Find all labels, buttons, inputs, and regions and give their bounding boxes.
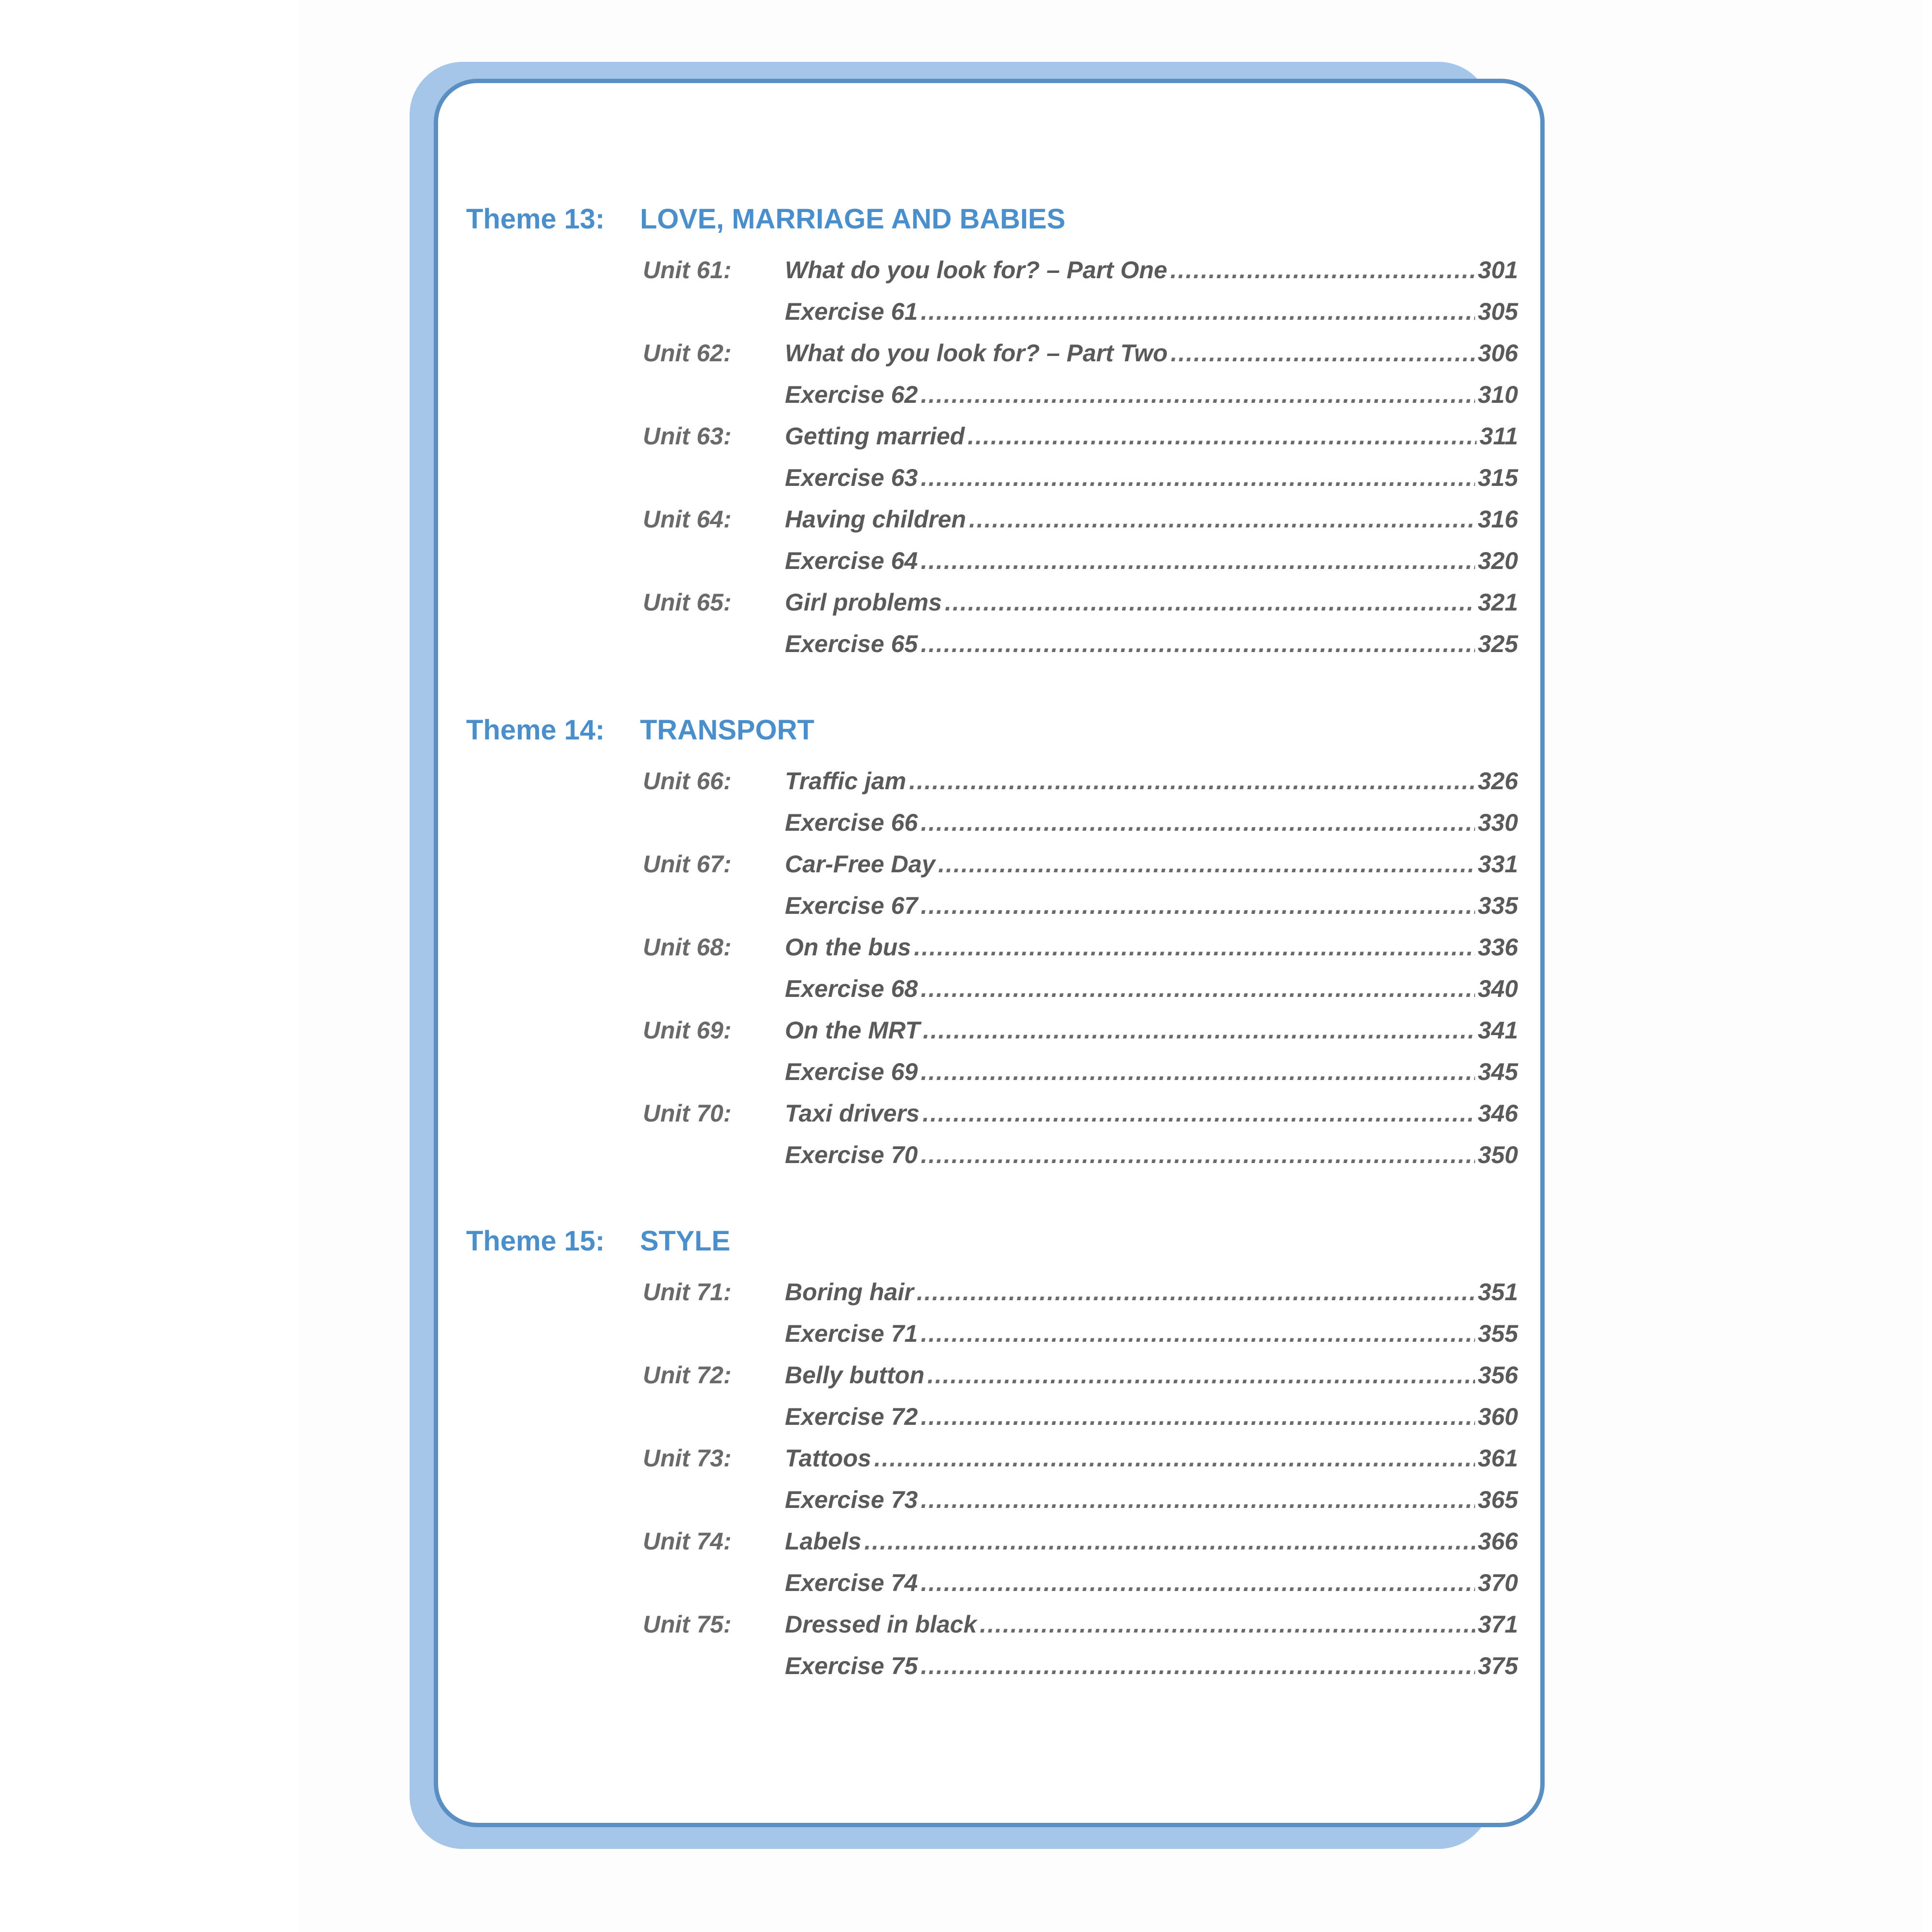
entry-title: Exercise 70: [785, 1141, 918, 1168]
unit-number: Unit 68:: [643, 934, 732, 961]
theme-label: Theme 13:: [466, 203, 605, 235]
dot-leader: [923, 1016, 1475, 1044]
entry-title: Exercise 62: [785, 381, 918, 408]
entry-title: Exercise 61: [785, 298, 918, 325]
entry-title: Exercise 68: [785, 975, 918, 1002]
dot-leader: [1170, 256, 1475, 284]
unit-list: [643, 1278, 1518, 1693]
dot-leader: [923, 1099, 1475, 1127]
page-number: 350: [1477, 1141, 1518, 1168]
page-number: 301: [1477, 256, 1518, 284]
entry-title: Having children: [785, 506, 966, 533]
toc-entry: [643, 505, 1518, 547]
page-number: 361: [1477, 1445, 1518, 1472]
toc-entry: [643, 339, 1518, 381]
toc-entry: [643, 588, 1518, 630]
page-number: 335: [1477, 892, 1518, 919]
entry-title: Dressed in black: [785, 1611, 977, 1638]
toc-entry: [643, 256, 1518, 298]
page-number: 371: [1477, 1611, 1518, 1638]
toc-entry: [643, 933, 1518, 975]
dot-leader: [874, 1444, 1475, 1472]
entry-title: Exercise 65: [785, 630, 918, 657]
toc-entry: [643, 298, 1518, 339]
dot-leader: [921, 1569, 1475, 1597]
entry-title: Exercise 69: [785, 1058, 918, 1085]
dot-leader: [980, 1610, 1475, 1638]
toc-entry: [643, 1444, 1518, 1486]
toc-entry: [643, 381, 1518, 422]
dot-leader: [921, 975, 1475, 1003]
page-number: 336: [1477, 934, 1518, 961]
toc-entry: [643, 1527, 1518, 1569]
toc-entry: [643, 975, 1518, 1016]
dot-leader: [1171, 339, 1475, 367]
theme-header: [466, 1225, 1519, 1278]
page-number: 346: [1477, 1100, 1518, 1127]
entry-title: Exercise 73: [785, 1486, 918, 1513]
unit-number: Unit 64:: [643, 506, 732, 533]
page-number: 315: [1477, 464, 1518, 491]
page-number: 340: [1477, 975, 1518, 1002]
unit-number: Unit 69:: [643, 1017, 732, 1044]
page-number: 305: [1477, 298, 1518, 325]
unit-number: Unit 63:: [643, 423, 732, 450]
dot-leader: [938, 850, 1475, 878]
toc-entry: [643, 422, 1518, 464]
entry-title: Exercise 71: [785, 1320, 918, 1347]
table-of-contents: [466, 203, 1519, 1693]
entry-title: Boring hair: [785, 1279, 914, 1306]
page-number: 345: [1477, 1058, 1518, 1085]
page-number: 366: [1477, 1528, 1518, 1555]
dot-leader: [921, 1141, 1475, 1169]
entry-title: What do you look for? – Part One: [785, 256, 1167, 284]
entry-title: Taxi drivers: [785, 1100, 920, 1127]
toc-entry: [643, 767, 1518, 809]
entry-title: What do you look for? – Part Two: [785, 340, 1168, 367]
toc-entry: [643, 1099, 1518, 1141]
toc-entry: [643, 1278, 1518, 1320]
dot-leader: [921, 547, 1475, 575]
toc-entry: [643, 630, 1518, 671]
unit-number: Unit 73:: [643, 1445, 732, 1472]
entry-title: Labels: [785, 1528, 862, 1555]
unit-number: Unit 70:: [643, 1100, 732, 1127]
entry-title: Tattoos: [785, 1445, 871, 1472]
theme-title: TRANSPORT: [640, 714, 814, 746]
theme-header: [466, 203, 1519, 256]
page-number: 320: [1477, 547, 1518, 574]
dot-leader: [945, 588, 1475, 616]
page-number: 311: [1479, 423, 1518, 450]
dot-leader: [921, 464, 1475, 492]
page-number: 360: [1477, 1403, 1518, 1430]
page-number: 365: [1477, 1486, 1518, 1513]
dot-leader: [921, 381, 1475, 409]
toc-entry: [643, 1569, 1518, 1610]
toc-entry: [643, 1403, 1518, 1444]
theme-label: Theme 14:: [466, 714, 605, 746]
entry-title: Exercise 75: [785, 1652, 918, 1679]
entry-title: Traffic jam: [785, 767, 907, 795]
dot-leader: [917, 1278, 1475, 1306]
dot-leader: [921, 892, 1475, 920]
dot-leader: [921, 1486, 1475, 1514]
entry-title: Exercise 67: [785, 892, 918, 919]
unit-number: Unit 66:: [643, 767, 732, 795]
unit-number: Unit 65:: [643, 589, 732, 616]
unit-number: Unit 62:: [643, 340, 732, 367]
unit-number: Unit 71:: [643, 1279, 732, 1306]
theme-section: [466, 1225, 1519, 1693]
toc-entry: [643, 1361, 1518, 1403]
entry-title: Exercise 63: [785, 464, 918, 491]
entry-title: Getting married: [785, 423, 965, 450]
toc-entry: [643, 1610, 1518, 1652]
entry-title: Exercise 64: [785, 547, 918, 574]
page-number: 326: [1477, 767, 1518, 795]
entry-title: Belly button: [785, 1362, 924, 1389]
toc-entry: [643, 892, 1518, 933]
page-number: 375: [1477, 1652, 1518, 1679]
page-number: 356: [1477, 1362, 1518, 1389]
page-number: 316: [1477, 506, 1518, 533]
theme-title: STYLE: [640, 1225, 730, 1257]
page-number: 330: [1477, 809, 1518, 836]
toc-entry: [643, 547, 1518, 588]
dot-leader: [921, 809, 1475, 837]
dot-leader: [969, 505, 1475, 533]
page-number: 355: [1477, 1320, 1518, 1347]
entry-title: Car-Free Day: [785, 851, 936, 878]
toc-entry: [643, 850, 1518, 892]
entry-title: Exercise 66: [785, 809, 918, 836]
toc-entry: [643, 1058, 1518, 1099]
dot-leader: [921, 1403, 1475, 1431]
toc-entry: [643, 1486, 1518, 1527]
page-number: 341: [1477, 1017, 1518, 1044]
page-number: 370: [1477, 1569, 1518, 1596]
dot-leader: [921, 1652, 1475, 1680]
toc-entry: [643, 464, 1518, 505]
dot-leader: [909, 767, 1475, 795]
toc-entry: [643, 1141, 1518, 1182]
unit-number: Unit 74:: [643, 1528, 732, 1555]
page-number: 351: [1477, 1279, 1518, 1306]
dot-leader: [967, 422, 1477, 450]
entry-title: Exercise 74: [785, 1569, 918, 1596]
dot-leader: [921, 1320, 1475, 1348]
entry-title: Girl problems: [785, 589, 942, 616]
toc-entry: [643, 1320, 1518, 1361]
theme-section: [466, 714, 1519, 1182]
page-number: 325: [1477, 630, 1518, 657]
page-number: 321: [1477, 589, 1518, 616]
toc-entry: [643, 809, 1518, 850]
unit-number: Unit 75:: [643, 1611, 732, 1638]
dot-leader: [921, 1058, 1475, 1086]
entry-title: On the MRT: [785, 1017, 920, 1044]
dot-leader: [914, 933, 1475, 961]
unit-number: Unit 67:: [643, 851, 732, 878]
dot-leader: [927, 1361, 1475, 1389]
dot-leader: [921, 298, 1475, 326]
page-number: 310: [1477, 381, 1518, 408]
dot-leader: [921, 630, 1475, 658]
theme-label: Theme 15:: [466, 1225, 605, 1257]
entry-title: On the bus: [785, 934, 911, 961]
theme-title: LOVE, MARRIAGE AND BABIES: [640, 203, 1065, 235]
unit-number: Unit 61:: [643, 256, 732, 284]
dot-leader: [864, 1527, 1475, 1555]
unit-list: [643, 767, 1518, 1182]
theme-section: [466, 203, 1519, 671]
page-number: 306: [1477, 340, 1518, 367]
unit-list: [643, 256, 1518, 671]
page-number: 331: [1477, 851, 1518, 878]
unit-number: Unit 72:: [643, 1362, 732, 1389]
theme-header: [466, 714, 1519, 767]
toc-entry: [643, 1652, 1518, 1693]
entry-title: Exercise 72: [785, 1403, 918, 1430]
toc-entry: [643, 1016, 1518, 1058]
